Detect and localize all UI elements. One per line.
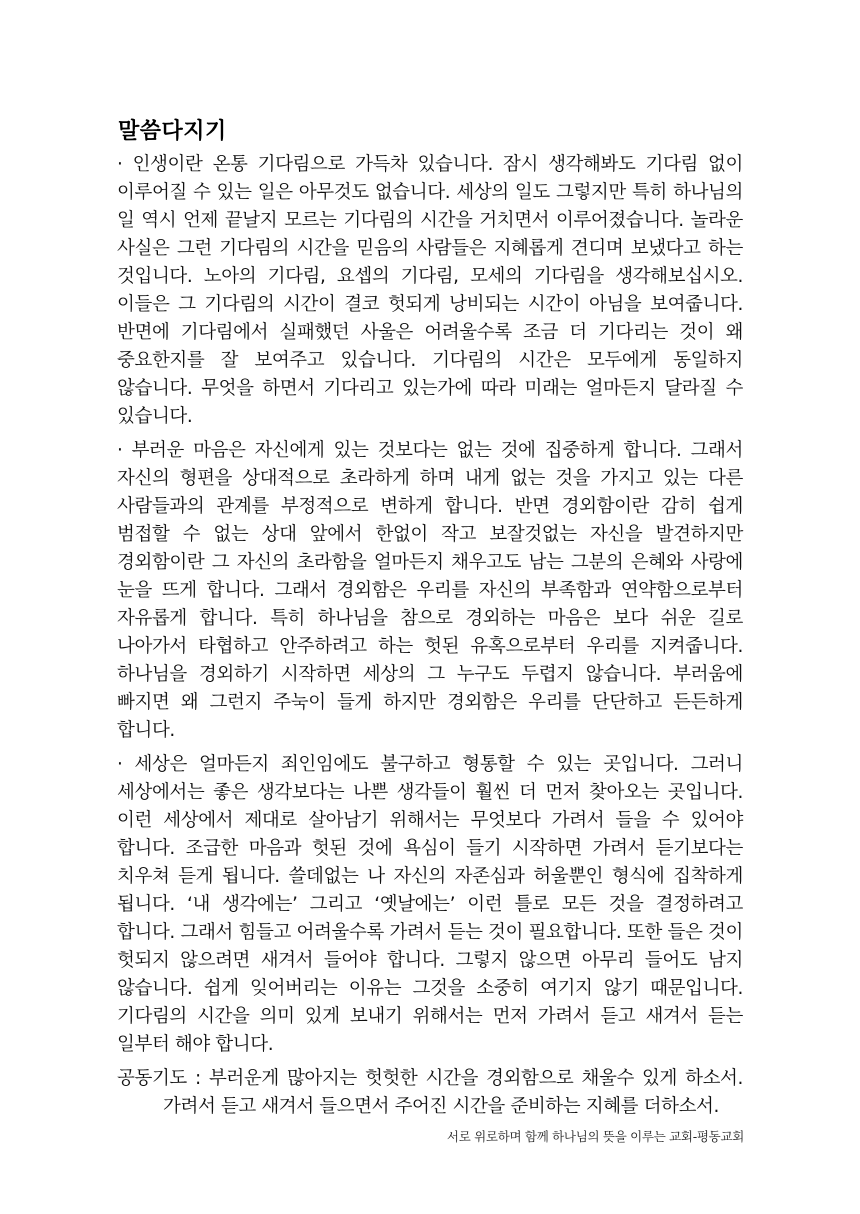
common-prayer: 공동기도 : 부러운게 많아지는 헛헛한 시간을 경외함으로 채울수 있게 하소서. 가려서 듣고 새겨서 들으면서 주어진 시간을 준비하는 지혜를 더하소서. xyxy=(117,1068,743,1117)
church-footer: 서로 위로하며 함께 하나님의 뜻을 이루는 교회-평동교회 xyxy=(446,1129,744,1144)
section-heading: 말씀다지기 xyxy=(118,119,227,144)
paragraph-envy-reverence: · 부러운 마음은 자신에게 있는 것보다는 없는 것에 집중하게 합니다. 그래서 자신의 형편을 상대적으로 초라하게 하며 내게 없는 것을 가지고 있는 다른 사람들과의 관계를 부정적으로 변하게 합니다. 반면 경외함이란 감히 쉽게 범접할 수 없는 상대 앞에서 한없이 작고 보잘것없는 자신을 발견하지만 경외함이란 그 자신의 초라함을 얼마든지 채우고도 남는 그분의 은혜와 사랑에 눈을 뜨게 합니다. 그래서 경외함은 우리를 자신의 부족함과 연약함으로부터 자유롭게 합니다. 특히 하나님을 참으로 경외하는 마음은 보다 쉬운 길로 나아가서 타협하고 안주하려고 하는 헛된 유혹으로부터 우리를 지켜줍니다. 하나님을 경외하기 시작하면 세상의 그 누구도 두렵지 않습니다. 부러움에 빠지면 왜 그런지 주눅이 들게 하지만 경외함은 우리를 단단하고 든든하게 합니다. xyxy=(117,440,743,741)
document-body xyxy=(117,151,743,1121)
paragraph-waiting: · 인생이란 온통 기다림으로 가득차 있습니다. 잠시 생각해봐도 기다림 없이 이루어질 수 있는 일은 아무것도 없습니다. 세상의 일도 그렇지만 특히 하나님의 일 역시 언제 끝날지 모르는 기다림의 시간을 거치면서 이루어졌습니다. 놀라운 사실은 그런 기다림의 시간을 믿음의 사람들은 지혜롭게 견디며 보냈다고 하는 것입니다. 노아의 기다림, 요셉의 기다림, 모세의 기다림을 생각해보십시오. 이들은 그 기다림의 시간이 결코 헛되게 낭비되는 시간이 아님을 보여줍니다. 반면에 기다림에서 실패했던 사울은 어려울수록 조금 더 기다리는 것이 왜 중요한지를 잘 보여주고 있습니다. 기다림의 시간은 모두에게 동일하지 않습니다. 무엇을 하면서 기다리고 있는가에 따라 미래는 얼마든지 달라질 수 있습니다. xyxy=(117,154,743,427)
paragraph-listening: · 세상은 얼마든지 죄인임에도 불구하고 형통할 수 있는 곳입니다. 그러니 세상에서는 좋은 생각보다는 나쁜 생각들이 훨씬 더 먼저 찾아오는 곳입니다. 이런 세상에서 제대로 살아남기 위해서는 무엇보다 가려서 들을 수 있어야 합니다. 조급한 마음과 헛된 것에 욕심이 들기 시작하면 가려서 듣기보다는 치우쳐 듣게 됩니다. 쓸데없는 나 자신의 자존심과 허울뿐인 형식에 집착하게 됩니다. ‘내 생각에는’ 그리고 ‘옛날에는’ 이런 틀로 모든 것을 결정하려고 합니다. 그래서 힘들고 어려울수록 가려서 듣는 것이 필요합니다. 또한 들은 것이 헛되지 않으려면 새겨서 들어야 합니다. 그렇지 않으면 아무리 들어도 남지 않습니다. 쉽게 잊어버리는 이유는 그것을 소중히 여기지 않기 때문입니다. 기다림의 시간을 의미 있게 보내기 위해서는 먼저 가려서 듣고 새겨서 듣는 일부터 해야 합니다. xyxy=(117,754,743,1055)
